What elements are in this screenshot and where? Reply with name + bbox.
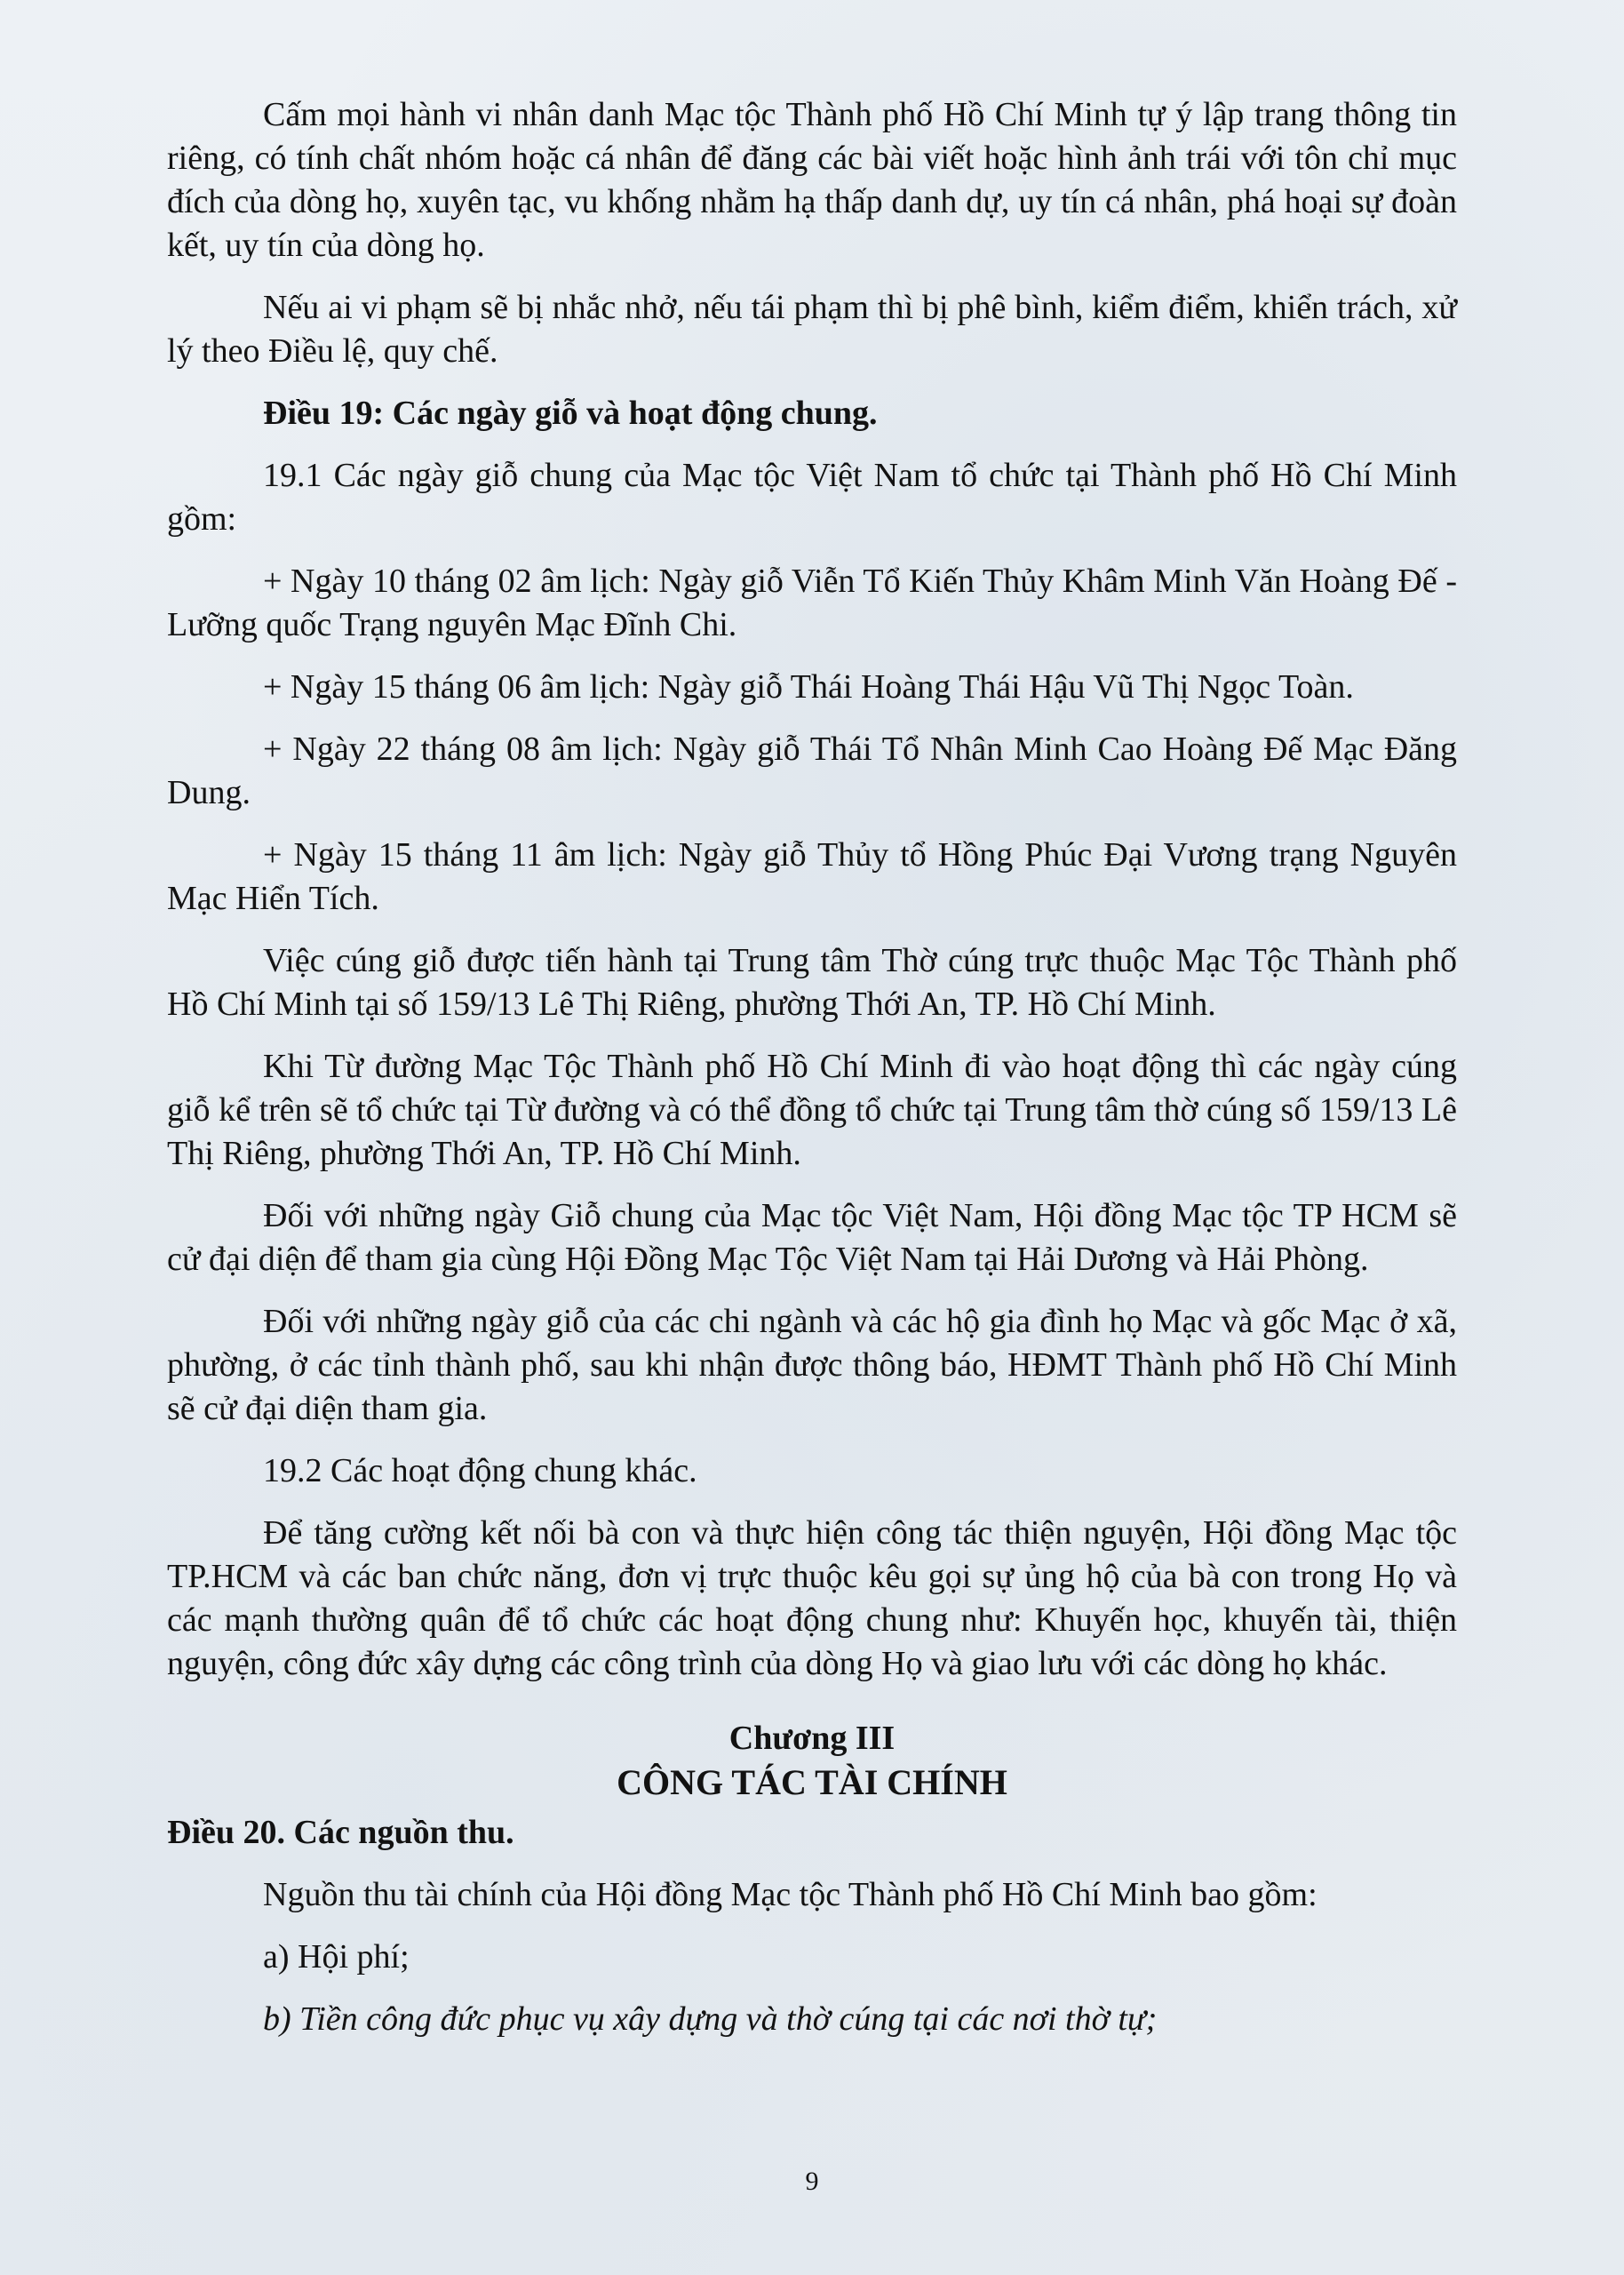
chapter-title: CÔNG TÁC TÀI CHÍNH xyxy=(617,1762,1007,1802)
article-19-intro: 19.1 Các ngày giỗ chung của Mạc tộc Việt Nam tổ chức tại Thành phố Hồ Chí Minh gồm: xyxy=(167,457,1457,538)
page-number: 9 xyxy=(805,2167,819,2196)
paragraph-violation: Nếu ai vi phạm sẽ bị nhắc nhở, nếu tái phạm thì bị phê bình, kiểm điểm, khiển trách, xử lý theo Điều lệ, quy chế. xyxy=(167,289,1457,370)
article-20-heading: Điều 20. Các nguồn thu. xyxy=(167,1814,514,1851)
article-19-2-text: Để tăng cường kết nối bà con và thực hiện công tác thiện nguyện, Hội đồng Mạc tộc TP.HCM và các ban chức năng, đơn vị trực thuộc kêu gọi sự ủng hộ của bà con trong Họ và các mạnh thường quân để tổ chức các hoạt động chung như: Khuyến học, khuyến tài, thiện nguyện, công đức xây dựng các công trình của dòng Họ và giao lưu với các dòng họ khác. xyxy=(167,1514,1457,1682)
paragraph-national-anniversary: Đối với những ngày Giỗ chung của Mạc tộc Việt Nam, Hội đồng Mạc tộc TP HCM sẽ cử đại diện để tham gia cùng Hội Đồng Mạc Tộc Việt Nam tại Hải Dương và Hải Phòng. xyxy=(167,1197,1457,1278)
document-body xyxy=(167,93,1457,2060)
chapter-number: Chương III xyxy=(728,1720,896,1757)
paragraph-prohibition: Cấm mọi hành vi nhân danh Mạc tộc Thành phố Hồ Chí Minh tự ý lập trang thông tin riêng, có tính chất nhóm hoặc cá nhân để đăng các bài viết hoặc hình ảnh trái với tôn chỉ mục đích của dòng họ, xuyên tạc, vu khống nhằm hạ thấp danh dự, uy tín cá nhân, phá hoại sự đoàn kết, uy tín của dòng họ. xyxy=(167,96,1457,264)
income-item-a: a) Hội phí; xyxy=(263,1938,410,1976)
article-19-2-title: 19.2 Các hoạt động chung khác. xyxy=(263,1452,697,1489)
anniversary-item: + Ngày 22 tháng 08 âm lịch: Ngày giỗ Thái Tổ Nhân Minh Cao Hoàng Đế Mạc Đăng Dung. xyxy=(167,730,1457,811)
paragraph-branch-anniversary: Đối với những ngày giỗ của các chi ngành và các hộ gia đình họ Mạc và gốc Mạc ở xã, phường, ở các tỉnh thành phố, sau khi nhận được thông báo, HĐMT Thành phố Hồ Chí Minh sẽ cử đại diện tham gia. xyxy=(167,1303,1457,1427)
article-20-intro: Nguồn thu tài chính của Hội đồng Mạc tộc Thành phố Hồ Chí Minh bao gồm: xyxy=(263,1876,1318,1913)
income-item-b: b) Tiền công đức phục vụ xây dựng và thờ cúng tại các nơi thờ tự; xyxy=(263,2000,1158,2038)
paragraph-ancestral-hall: Khi Từ đường Mạc Tộc Thành phố Hồ Chí Minh đi vào hoạt động thì các ngày cúng giỗ kể trên sẽ tổ chức tại Từ đường và có thể đồng tổ chức tại Trung tâm thờ cúng số 159/13 Lê Thị Riêng, phường Thới An, TP. Hồ Chí Minh. xyxy=(167,1048,1457,1172)
anniversary-item: + Ngày 15 tháng 11 âm lịch: Ngày giỗ Thủy tổ Hồng Phúc Đại Vương trạng Nguyên Mạc Hiển Tích. xyxy=(167,836,1457,917)
article-19-heading: Điều 19: Các ngày giỗ và hoạt động chung. xyxy=(263,395,878,432)
anniversary-item: + Ngày 10 tháng 02 âm lịch: Ngày giỗ Viễn Tổ Kiến Thủy Khâm Minh Văn Hoàng Đế - Lưỡng quốc Trạng nguyên Mạc Đĩnh Chi. xyxy=(167,563,1457,643)
anniversary-item: + Ngày 15 tháng 06 âm lịch: Ngày giỗ Thái Hoàng Thái Hậu Vũ Thị Ngọc Toàn. xyxy=(263,668,1354,706)
paragraph-worship-location: Việc cúng giỗ được tiến hành tại Trung tâm Thờ cúng trực thuộc Mạc Tộc Thành phố Hồ Chí Minh tại số 159/13 Lê Thị Riêng, phường Thới An, TP. Hồ Chí Minh. xyxy=(167,942,1457,1023)
